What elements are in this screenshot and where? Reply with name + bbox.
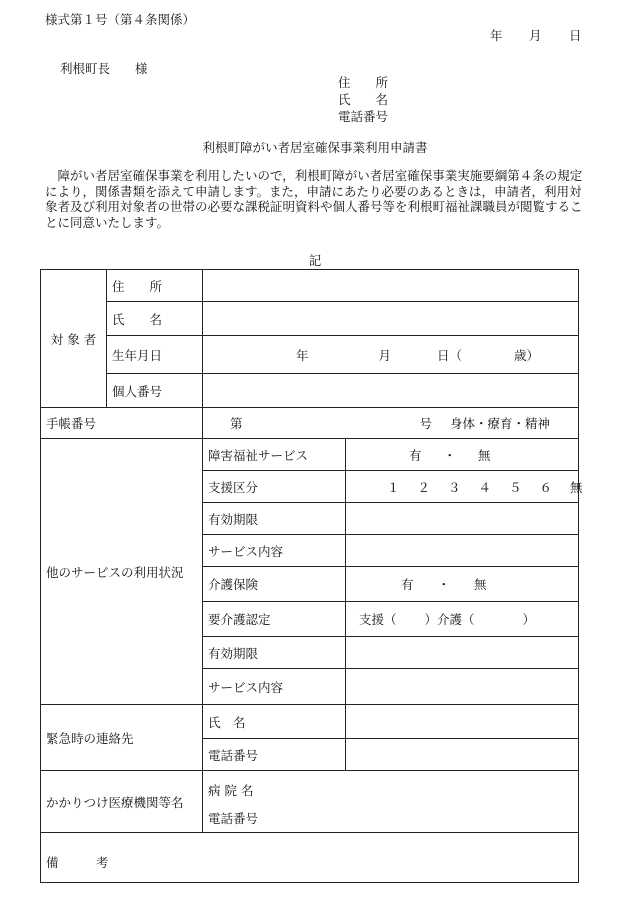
row-subject-name <box>41 302 579 336</box>
row-handbook <box>41 408 579 439</box>
row-remarks <box>41 833 579 883</box>
subject-label: 対 象 者 <box>41 270 107 408</box>
handbook-go: 号 <box>419 416 433 431</box>
date-day: 日 <box>569 28 582 43</box>
clinic-hospital-label: 病 院 名 <box>208 783 254 798</box>
birth-month-unit: 月 <box>378 347 392 363</box>
class-4[interactable]: ４ <box>478 479 491 495</box>
honorific: 様 <box>135 61 148 76</box>
care-no[interactable]: 無 <box>474 577 487 592</box>
date-line <box>490 26 503 44</box>
subject-address-label: 住 所 <box>107 270 203 302</box>
declaration-text: 障がい者居室確保事業を利用したいので，利根町障がい者居室確保事業実施要綱第４条の規定により，関係書類を添えて申請します。また，申請にあたり必要のあるときは，申請者，利用対象者及び利用対象者の世帯の必要な課税証明資料や個人番号等を利根町福祉課職員が閲覧することに同意いたします。 <box>45 168 583 230</box>
date-month-wrap <box>529 26 542 44</box>
care-yes[interactable]: 有 <box>401 577 414 592</box>
date-day-wrap <box>569 26 582 44</box>
handbook-types: 身体・療育・精神 <box>450 416 551 431</box>
validity-field-2[interactable] <box>346 637 579 669</box>
subject-name-field[interactable] <box>203 302 579 336</box>
close-paren: ） <box>522 612 536 627</box>
applicant-name-label: 氏 名 <box>338 92 389 107</box>
birth-day-unit: 日（ <box>437 347 463 363</box>
disability-service-choice[interactable] <box>346 439 579 471</box>
emergency-label: 緊急時の連絡先 <box>41 705 203 771</box>
handbook-label: 手帳番号 <box>41 408 203 439</box>
service-content-field-2[interactable] <box>346 669 579 705</box>
subject-address-field[interactable] <box>203 270 579 302</box>
support-paren: 支援（ <box>359 612 397 627</box>
class-3[interactable]: ３ <box>447 479 461 495</box>
emergency-phone-field[interactable] <box>346 739 579 771</box>
date-month: 月 <box>529 28 542 43</box>
clinic-field[interactable] <box>203 771 579 833</box>
disability-yes[interactable]: 有 <box>409 447 422 463</box>
document-title: 利根町障がい者居室確保事業利用申請書 <box>202 140 428 155</box>
row-disability-service <box>41 439 579 471</box>
date-year: 年 <box>490 28 503 43</box>
support-class-choice[interactable] <box>346 471 583 503</box>
remarks-label: 備 考 <box>46 855 109 870</box>
form-number: 様式第１号（第４条関係） <box>45 12 196 27</box>
handbook-field[interactable] <box>203 408 579 439</box>
class-1[interactable]: １ <box>386 479 400 495</box>
subject-my-number-label: 個人番号 <box>107 374 203 408</box>
disability-service-label: 障害福祉サービス <box>203 439 346 471</box>
validity-field-1[interactable] <box>346 503 579 535</box>
disability-no[interactable]: 無 <box>478 447 491 463</box>
row-subject-birthdate <box>41 336 579 374</box>
validity-label-1: 有効期限 <box>203 503 346 535</box>
subject-birthdate-label: 生年月日 <box>107 336 203 374</box>
care-cert-field[interactable] <box>346 602 579 637</box>
applicant-phone-label: 電話番号 <box>338 109 389 124</box>
handbook-dai: 第 <box>230 416 243 431</box>
emergency-name-label: 氏 名 <box>203 705 346 739</box>
clinic-phone-label: 電話番号 <box>208 811 259 826</box>
class-6[interactable]: ６ <box>539 479 552 495</box>
class-none[interactable]: 無 <box>569 479 583 495</box>
care-paren: ）介護（ <box>424 612 475 627</box>
service-content-label-1: サービス内容 <box>203 535 346 567</box>
disability-dot: ・ <box>443 447 457 463</box>
age-unit: 歳） <box>514 347 540 363</box>
subject-my-number-field[interactable] <box>203 374 579 408</box>
birth-year-unit: 年 <box>296 347 309 363</box>
class-5[interactable]: ５ <box>508 479 522 495</box>
subject-birthdate-field[interactable] <box>203 336 579 374</box>
row-emergency-name <box>41 705 579 739</box>
care-cert-label: 要介護認定 <box>203 602 346 637</box>
service-content-label-2: サービス内容 <box>203 669 346 705</box>
emergency-phone-label: 電話番号 <box>203 739 346 771</box>
row-subject-address <box>41 270 579 302</box>
class-2[interactable]: ２ <box>417 479 430 495</box>
emergency-name-field[interactable] <box>346 705 579 739</box>
clinic-label: かかりつけ医療機関等名 <box>41 771 203 833</box>
care-insurance-label: 介護保険 <box>203 567 346 602</box>
validity-label-2: 有効期限 <box>203 637 346 669</box>
services-label: 他のサービスの利用状況 <box>41 439 203 705</box>
remarks-field[interactable] <box>41 833 579 883</box>
addressee <box>60 59 148 77</box>
subject-name-label: 氏 名 <box>107 302 203 336</box>
care-insurance-choice[interactable] <box>346 567 579 602</box>
row-subject-my-number <box>41 374 579 408</box>
applicant-address-label: 住 所 <box>338 75 389 90</box>
addressee-name: 利根町長 <box>60 61 111 76</box>
service-content-field-1[interactable] <box>346 535 579 567</box>
row-clinic <box>41 771 579 833</box>
application-table <box>40 269 583 883</box>
applicant-block <box>338 74 388 125</box>
ki-heading: 記 <box>308 253 322 268</box>
support-class-label: 支援区分 <box>203 471 346 503</box>
care-dot: ・ <box>437 577 451 592</box>
